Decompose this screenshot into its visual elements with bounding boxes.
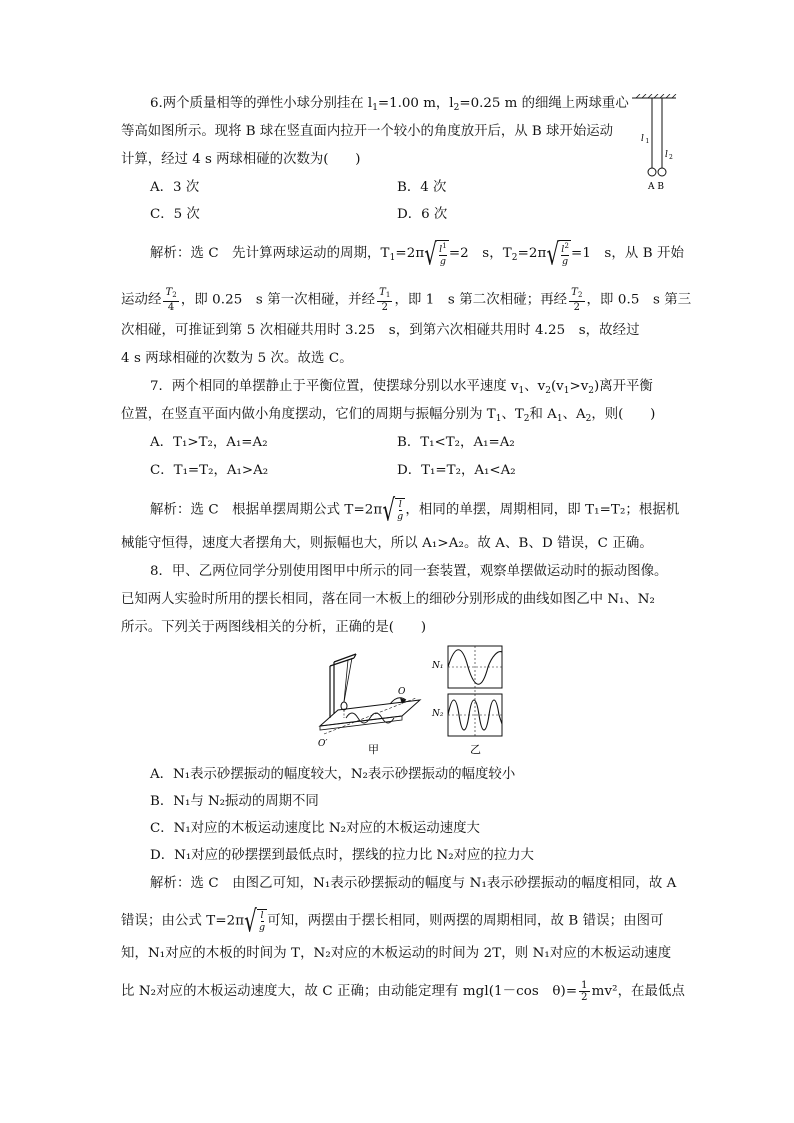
l2-label: l [665,150,668,160]
q6-solution-line1: 解析：选 C 先计算两球运动的周期，$T_1=2\pi$ √ $l^1$ g =2 s，$T_2=2\pi$ √ $l^2$ g =1 s，从 B 开始 [150,235,685,272]
q8-line3: 所示。下列关于两图线相关的分析，正确的是( ) [121,620,427,635]
svg-text:O: O [398,687,406,697]
q6-option-c[interactable]: C．5 次 [150,207,200,222]
o-prime-label: O′ [318,739,328,749]
q6-line1: 6.两个质量相等的弹性小球分别挂在 $l_1=1.00$ m，$l_2=0.25$ m 的细绳上两球重心 [150,96,629,113]
q8-solution-line3: 知，N₁对应的木板的时间为 T，N₂对应的木板运动的时间为 2T，则 N₁对应的木板运动速度 [121,946,672,961]
q7-line2: 位置，在竖直平面内做小角度摆动，它们的周期与振幅分别为 $T_1$、$T_2$和 $A_1$、$A_2$，则( ) [121,407,656,424]
n1-label: N₁ [432,661,444,671]
q7-option-b[interactable]: B．T₁<T₂，A₁=A₂ [397,435,515,450]
q7-option-d[interactable]: D．T₁=T₂，A₁<A₂ [397,463,516,478]
fig-yi-label: 乙 [470,743,481,756]
q8-option-a[interactable]: A．N₁表示砂摆振动的幅度较大，N₂表示砂摆振动的幅度较小 [150,767,516,782]
q7-option-c[interactable]: C．T₁=T₂，A₁>A₂ [150,463,269,478]
q6-solution-line4: 4 s 两球相碰的次数为 5 次。故选 C。 [121,351,353,366]
q8-solution-line1: 解析：选 C 由图乙可知，N₁表示砂摆振动的幅度与 N₁表示砂摆振动的幅度相同，故 A [150,876,677,891]
q8-solution-line4: 比 N₂对应的木板运动速度大，故 C 正确；由动能定理有 mgl(1－cos θ)= $\frac{1}{2}$ mv²，在最低点 [121,980,686,1003]
q7-line1: 7．两个相同的单摆静止于平衡位置，使摆球分别以水平速度 $v_1$、$v_2(v_1>v_2)$离开平衡 [150,379,653,396]
q8-line2: 已知两人实验时所用的摆长相同，落在同一木板上的细砂分别形成的曲线如图乙中 N₁、N₂ [121,592,655,607]
fig-jia-label: 甲 [368,743,379,756]
q8-figure-yi [428,644,508,756]
q6-solution-line3: 次相碰，可推证到第 5 次相碰共用时 3.25 s，到第六次相碰共用时 4.25 s，故经过 [121,323,640,338]
n2-label: N₂ [432,709,444,719]
q8-option-c[interactable]: C．N₁对应的木板运动速度比 N₂对应的木板运动速度大 [150,821,480,836]
q8-solution-line2: 错误；由公式 T=2π √ l g 可知，两摆由于摆长相同，则两摆的周期相同，故 B 错误；由图可 [121,903,664,939]
q6-line3: 计算，经过 4 s 两球相碰的次数为( ) [121,152,361,167]
q7-option-a[interactable]: A．T₁>T₂，A₁=A₂ [150,435,268,450]
q8-figure-jia [316,652,428,756]
q7-solution-line2: 械能守恒得，速度大者摆角大，则振幅也大，所以 A₁>A₂。故 A、B、D 错误，C 正确。 [121,536,653,551]
q6-line2: 等高如图所示。现将 B 球在竖直面内拉开一个较小的角度放开后，从 B 球开始运动 [121,124,613,139]
q6-pendulum-figure [628,94,680,192]
q6-option-b[interactable]: B．4 次 [397,180,447,195]
q7-solution-line1: 解析：选 C 根据单摆周期公式 T=2π √ l g ，相同的单摆，周期相同，即 T₁=T₂；根据机 [150,492,680,528]
ball-labels: A B [648,182,664,192]
q6-option-a[interactable]: A．3 次 [150,180,200,195]
svg-text:1: 1 [645,138,650,145]
l1-label: l [641,134,644,144]
q6-option-d[interactable]: D．6 次 [397,207,448,222]
q8-line1: 8．甲、乙两位同学分别使用图甲中所示的同一套装置，观察单摆做运动时的振动图像。 [150,564,668,579]
q8-option-d[interactable]: D．N₁对应的砂摆摆到最低点时，摆线的拉力比 N₂对应的拉力大 [150,848,534,863]
q8-option-b[interactable]: B．N₁与 N₂振动的周期不同 [150,794,319,809]
svg-text:2: 2 [669,154,673,161]
q6-solution-line2: 运动经 $\frac{T_2}{4}$ ，即 0.25 s 第一次相碰，并经 $\frac{T_1}{2}$ ，即 1 s 第二次相碰；再经 $\frac{T_2}{2}$ ，即 0.5 s 第三 [121,287,692,313]
